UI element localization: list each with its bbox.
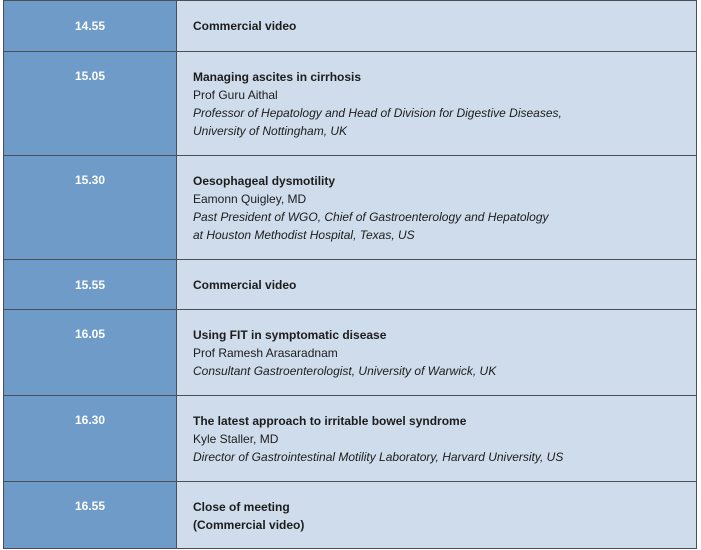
session-time: 15.55 <box>3 260 177 309</box>
session-title-note: (Commercial video) <box>193 518 305 532</box>
session-title: Oesophageal dysmotility <box>193 174 336 188</box>
agenda-row <box>3 396 697 482</box>
speaker-role: Professor of Hepatology and Head of Division for Digestive Diseases, <box>193 106 562 120</box>
session-details <box>177 260 697 309</box>
agenda-row <box>3 310 697 396</box>
session-details <box>177 1 697 51</box>
agenda-row <box>3 0 697 52</box>
session-time: 15.30 <box>3 156 177 259</box>
session-details <box>177 156 697 259</box>
speaker-role: Past President of WGO, Chief of Gastroenterology and Hepatology <box>193 210 549 224</box>
session-time: 16.30 <box>3 396 177 481</box>
agenda-row <box>3 52 697 156</box>
speaker-affiliation: University of Nottingham, UK <box>193 124 348 138</box>
agenda-row <box>3 482 697 549</box>
session-time: 14.55 <box>3 1 177 51</box>
agenda-table <box>3 0 697 549</box>
session-title: Commercial video <box>193 278 297 292</box>
session-time: 15.05 <box>3 52 177 155</box>
speaker-role: Consultant Gastroenterologist, University of Warwick, UK <box>193 364 497 378</box>
session-details <box>177 396 697 481</box>
speaker-name: Prof Ramesh Arasaradnam <box>193 346 338 360</box>
session-title: The latest approach to irritable bowel syndrome <box>193 414 467 428</box>
session-time: 16.55 <box>3 482 177 548</box>
agenda-row <box>3 156 697 260</box>
session-details <box>177 310 697 395</box>
session-title: Managing ascites in cirrhosis <box>193 70 362 84</box>
speaker-name: Prof Guru Aithal <box>193 88 278 102</box>
session-title: Close of meeting <box>193 500 290 514</box>
session-title: Using FIT in symptomatic disease <box>193 328 387 342</box>
session-time: 16.05 <box>3 310 177 395</box>
speaker-affiliation: at Houston Methodist Hospital, Texas, US <box>193 228 415 242</box>
session-title: Commercial video <box>193 19 297 33</box>
session-details <box>177 52 697 155</box>
speaker-role: Director of Gastrointestinal Motility Laboratory, Harvard University, US <box>193 450 564 464</box>
session-details <box>177 482 697 548</box>
speaker-name: Eamonn Quigley, MD <box>193 192 307 206</box>
speaker-name: Kyle Staller, MD <box>193 432 279 446</box>
agenda-row <box>3 260 697 310</box>
